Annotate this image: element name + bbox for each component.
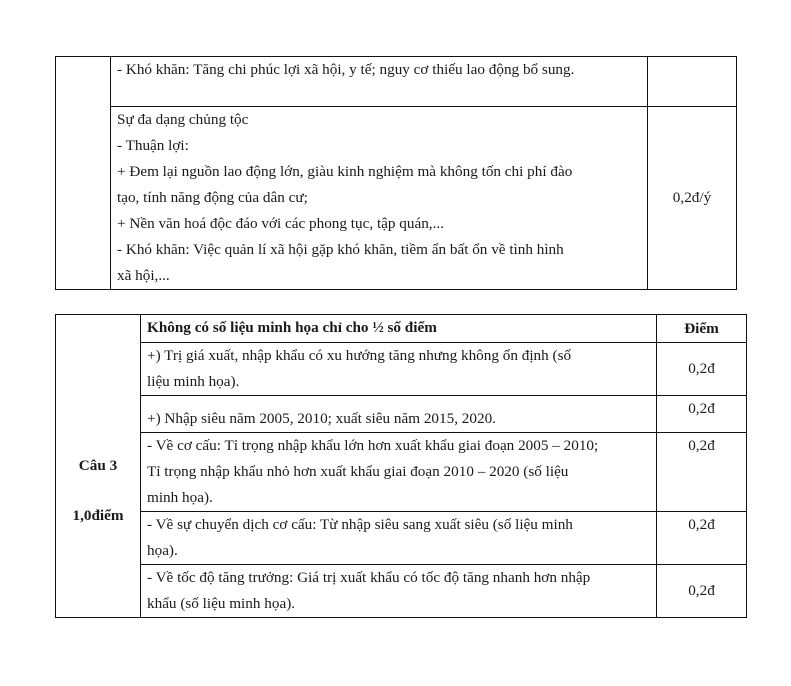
answer-table-1	[55, 56, 737, 290]
content-line: - Thuận lợi:	[117, 137, 189, 154]
content-cell	[111, 107, 648, 290]
question-label: Câu 3	[78, 457, 118, 474]
points-cell: 0,2đ	[657, 565, 747, 618]
table-row	[56, 57, 737, 107]
content-line: tạo, tính năng động của dân cư;	[117, 189, 308, 206]
header-content-cell: Không có số liệu minh họa chỉ cho ½ số điểm	[141, 315, 657, 343]
table-row	[56, 565, 747, 618]
content-line: họa).	[147, 542, 178, 559]
content-line: - Khó khăn: Tăng chi phúc lợi xã hội, y tế; nguy cơ thiếu lao động bổ sung.	[117, 61, 575, 78]
question-cell	[56, 315, 141, 618]
points-cell: 0,2đ/ý	[648, 107, 737, 290]
table-row	[56, 433, 747, 512]
content-line: liệu minh họa).	[147, 373, 240, 390]
content-cell	[141, 565, 657, 618]
table-header-row	[56, 315, 747, 343]
content-line: - Về cơ cấu: Tỉ trọng nhập khẩu lớn hơn xuất khẩu giai đoạn 2005 – 2010;	[147, 437, 599, 454]
table-row	[56, 107, 737, 290]
table-row	[56, 512, 747, 565]
content-cell	[111, 57, 648, 107]
content-line: - Về tốc độ tăng trưởng: Giá trị xuất khẩu có tốc độ tăng nhanh hơn nhập	[147, 569, 591, 586]
content-cell	[141, 396, 657, 433]
content-cell	[141, 433, 657, 512]
content-line: Sự đa dạng chủng tộc	[117, 111, 249, 128]
content-line: + Đem lại nguồn lao động lớn, giàu kinh nghiệm mà không tốn chi phí đào	[117, 163, 573, 180]
points-cell	[648, 57, 737, 107]
content-cell	[141, 512, 657, 565]
content-line: +) Trị giá xuất, nhập khẩu có xu hướng tăng nhưng không ổn định (số	[147, 347, 572, 364]
table-row	[56, 343, 747, 396]
content-line: - Khó khăn: Việc quản lí xã hội gặp khó khăn, tiềm ẩn bất ổn về tình hình	[117, 241, 564, 258]
points-cell: 0,2đ	[657, 512, 747, 565]
header-points-cell: Điểm	[657, 315, 747, 343]
question-cell-empty	[56, 57, 111, 290]
points-cell: 0,2đ	[657, 433, 747, 512]
table-row	[56, 396, 747, 433]
content-cell	[141, 343, 657, 396]
content-line: +) Nhập siêu năm 2005, 2010; xuất siêu năm 2015, 2020.	[147, 410, 496, 427]
answer-table-2	[55, 314, 747, 618]
content-line: minh họa).	[147, 489, 213, 506]
points-cell: 0,2đ	[657, 396, 747, 433]
question-points: 1,0điểm	[72, 507, 124, 524]
points-cell: 0,2đ	[657, 343, 747, 396]
content-line: - Về sự chuyển dịch cơ cấu: Từ nhập siêu sang xuất siêu (số liệu minh	[147, 516, 573, 533]
content-line: khẩu (số liệu minh họa).	[147, 595, 296, 612]
content-line: xã hội,...	[117, 267, 170, 284]
content-line: + Nền văn hoá độc đáo với các phong tục, tập quán,...	[117, 215, 444, 232]
content-line: Tỉ trọng nhập khẩu nhỏ hơn xuất khẩu giai đoạn 2010 – 2020 (số liệu	[147, 463, 569, 480]
